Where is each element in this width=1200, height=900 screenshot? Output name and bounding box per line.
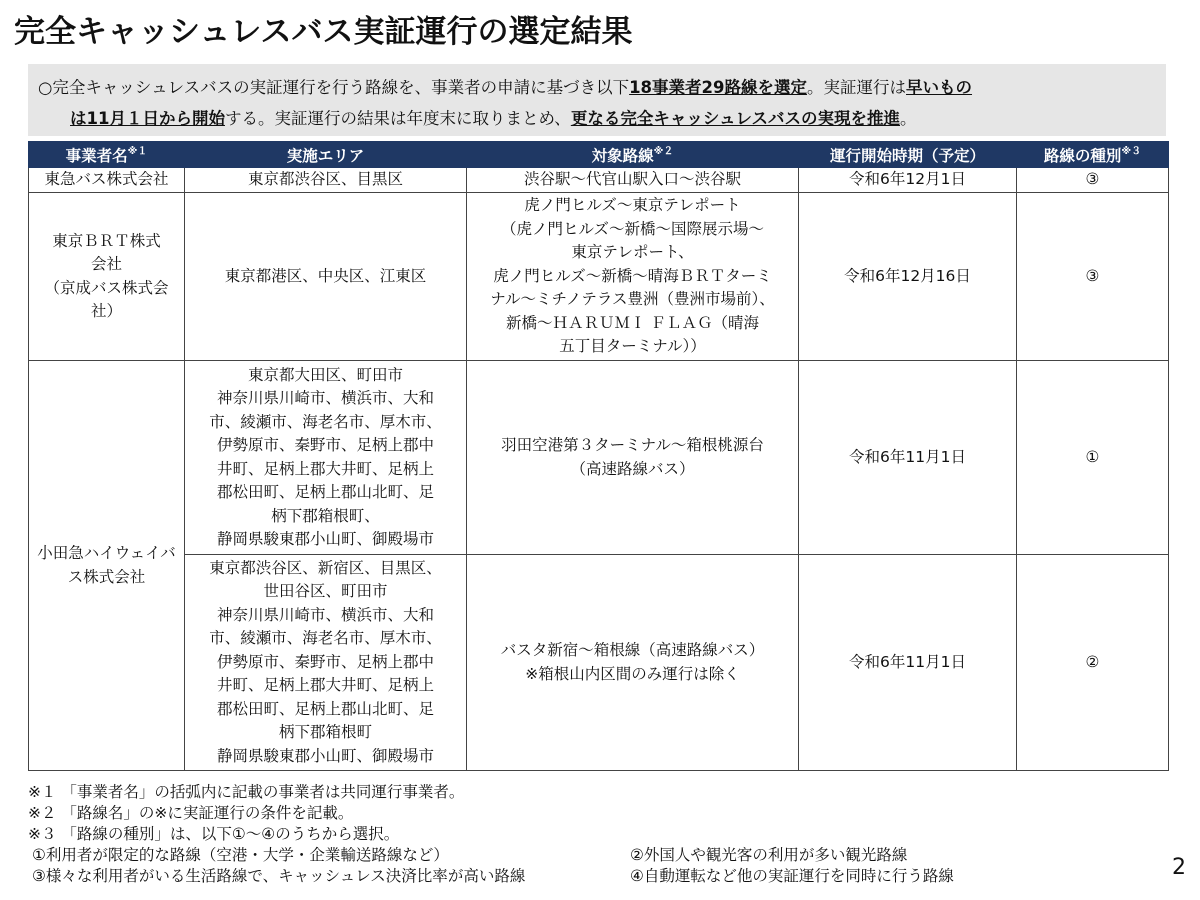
cell-type: ① xyxy=(1017,361,1169,555)
route-type-2: ②外国人や観光客の利用が多い観光路線 xyxy=(630,846,908,864)
cell-area: 東京都渋谷区、新宿区、目黒区、 世田谷区、町田市 神奈川県川崎市、横浜市、大和 市、綾瀬市、海老名市、厚木市、 伊勢原市、秦野市、足柄上郡中 井町、足柄上郡大井町、足柄上 郡松田町、足柄上郡山北町、足 柄下郡箱根町 静岡県駿東郡小山町、御殿場市 xyxy=(185,555,467,771)
cell-operator: 東京ＢＲＴ株式 会社 （京成バス株式会 社） xyxy=(29,193,185,361)
summary-line-1 xyxy=(38,72,1156,103)
cell-type: ② xyxy=(1017,555,1169,771)
route-type-4: ④自動運転など他の実証運行を同時に行う路線 xyxy=(630,867,954,885)
header-area: 実施エリア xyxy=(185,142,467,168)
route-type-list xyxy=(32,845,1198,887)
table-row xyxy=(29,361,1169,555)
cell-route: バスタ新宿～箱根線（高速路線バス） ※箱根山内区間のみ運行は除く xyxy=(467,555,799,771)
summary-text: する。実証運行の結果は年度末に取りまとめ、 xyxy=(224,109,571,128)
header-type: 路線の種別$^{※3}$ xyxy=(1017,142,1169,168)
summary-text: 。実証運行は xyxy=(807,78,907,97)
cell-area: 東京都港区、中央区、江東区 xyxy=(185,193,467,361)
header-route: 対象路線$^{※2}$ xyxy=(467,142,799,168)
page-number: 2 xyxy=(1172,855,1186,880)
footnote-3: ※３ 「路線の種別」は、以下①～④のうちから選択。 xyxy=(28,825,400,843)
cell-route: 羽田空港第３ターミナル～箱根桃源台 （高速路線バス） xyxy=(467,361,799,555)
cell-start: 令和6年11月1日 xyxy=(799,555,1017,771)
summary-box xyxy=(28,64,1166,136)
cell-route: 虎ノ門ヒルズ～東京テレポート （虎ノ門ヒルズ～新橋～国際展示場～ 東京テレポート、 虎ノ門ヒルズ～新橋～晴海ＢＲＴターミ ナル～ミチノテラス豊洲（豊洲市場前）、 新橋～ＨＡＲＵＭＩ ＦＬＡＧ（晴海 五丁目ターミナル）） xyxy=(467,193,799,361)
summary-emphasis: 早いもの xyxy=(906,78,973,97)
cell-start: 令和6年11月1日 xyxy=(799,361,1017,555)
table-row xyxy=(29,168,1169,193)
summary-line-2 xyxy=(38,103,1156,134)
summary-text: 。 xyxy=(900,109,917,128)
route-type-3: ③様々な利用者がいる生活路線で、キャッシュレス決済比率が高い路線 xyxy=(32,867,526,885)
cell-start: 令和6年12月16日 xyxy=(799,193,1017,361)
cell-route: 渋谷駅～代官山駅入口～渋谷駅 xyxy=(467,168,799,193)
header-start: 運行開始時期（予定） xyxy=(799,142,1017,168)
page-title: 完全キャッシュレスバス実証運行の選定結果 xyxy=(14,14,633,50)
selection-table xyxy=(28,141,1169,771)
table-row xyxy=(29,193,1169,361)
route-type-1: ①利用者が限定的な路線（空港・大学・企業輸送路線など） xyxy=(32,846,449,864)
cell-area: 東京都渋谷区、目黒区 xyxy=(185,168,467,193)
cell-operator: 東急バス株式会社 xyxy=(29,168,185,193)
table-header-row xyxy=(29,142,1169,168)
cell-type: ③ xyxy=(1017,168,1169,193)
table-row xyxy=(29,555,1169,771)
header-operator: 事業者名$^{※1}$ xyxy=(29,142,185,168)
cell-operator: 小田急ハイウェイバ ス株式会社 xyxy=(29,361,185,771)
cell-area: 東京都大田区、町田市 神奈川県川崎市、横浜市、大和 市、綾瀬市、海老名市、厚木市、 伊勢原市、秦野市、足柄上郡中 井町、足柄上郡大井町、足柄上 郡松田町、足柄上郡山北町、足 柄下郡箱根町、 静岡県駿東郡小山町、御殿場市 xyxy=(185,361,467,555)
footnote-1: ※１ 「事業者名」の括弧内に記載の事業者は共同運行事業者。 xyxy=(28,783,465,801)
summary-emphasis: 18事業者29路線を選定 xyxy=(629,78,808,97)
footnote-2: ※２ 「路線名」の※に実証運行の条件を記載。 xyxy=(28,804,354,822)
footnotes xyxy=(28,782,1198,887)
summary-emphasis: は11月１日から開始 xyxy=(70,109,225,128)
cell-type: ③ xyxy=(1017,193,1169,361)
summary-text: ○完全キャッシュレスバスの実証運行を行う路線を、事業者の申請に基づき以下 xyxy=(38,78,630,97)
cell-start: 令和6年12月1日 xyxy=(799,168,1017,193)
summary-emphasis: 更なる完全キャッシュレスバスの実現を推進 xyxy=(570,109,900,128)
